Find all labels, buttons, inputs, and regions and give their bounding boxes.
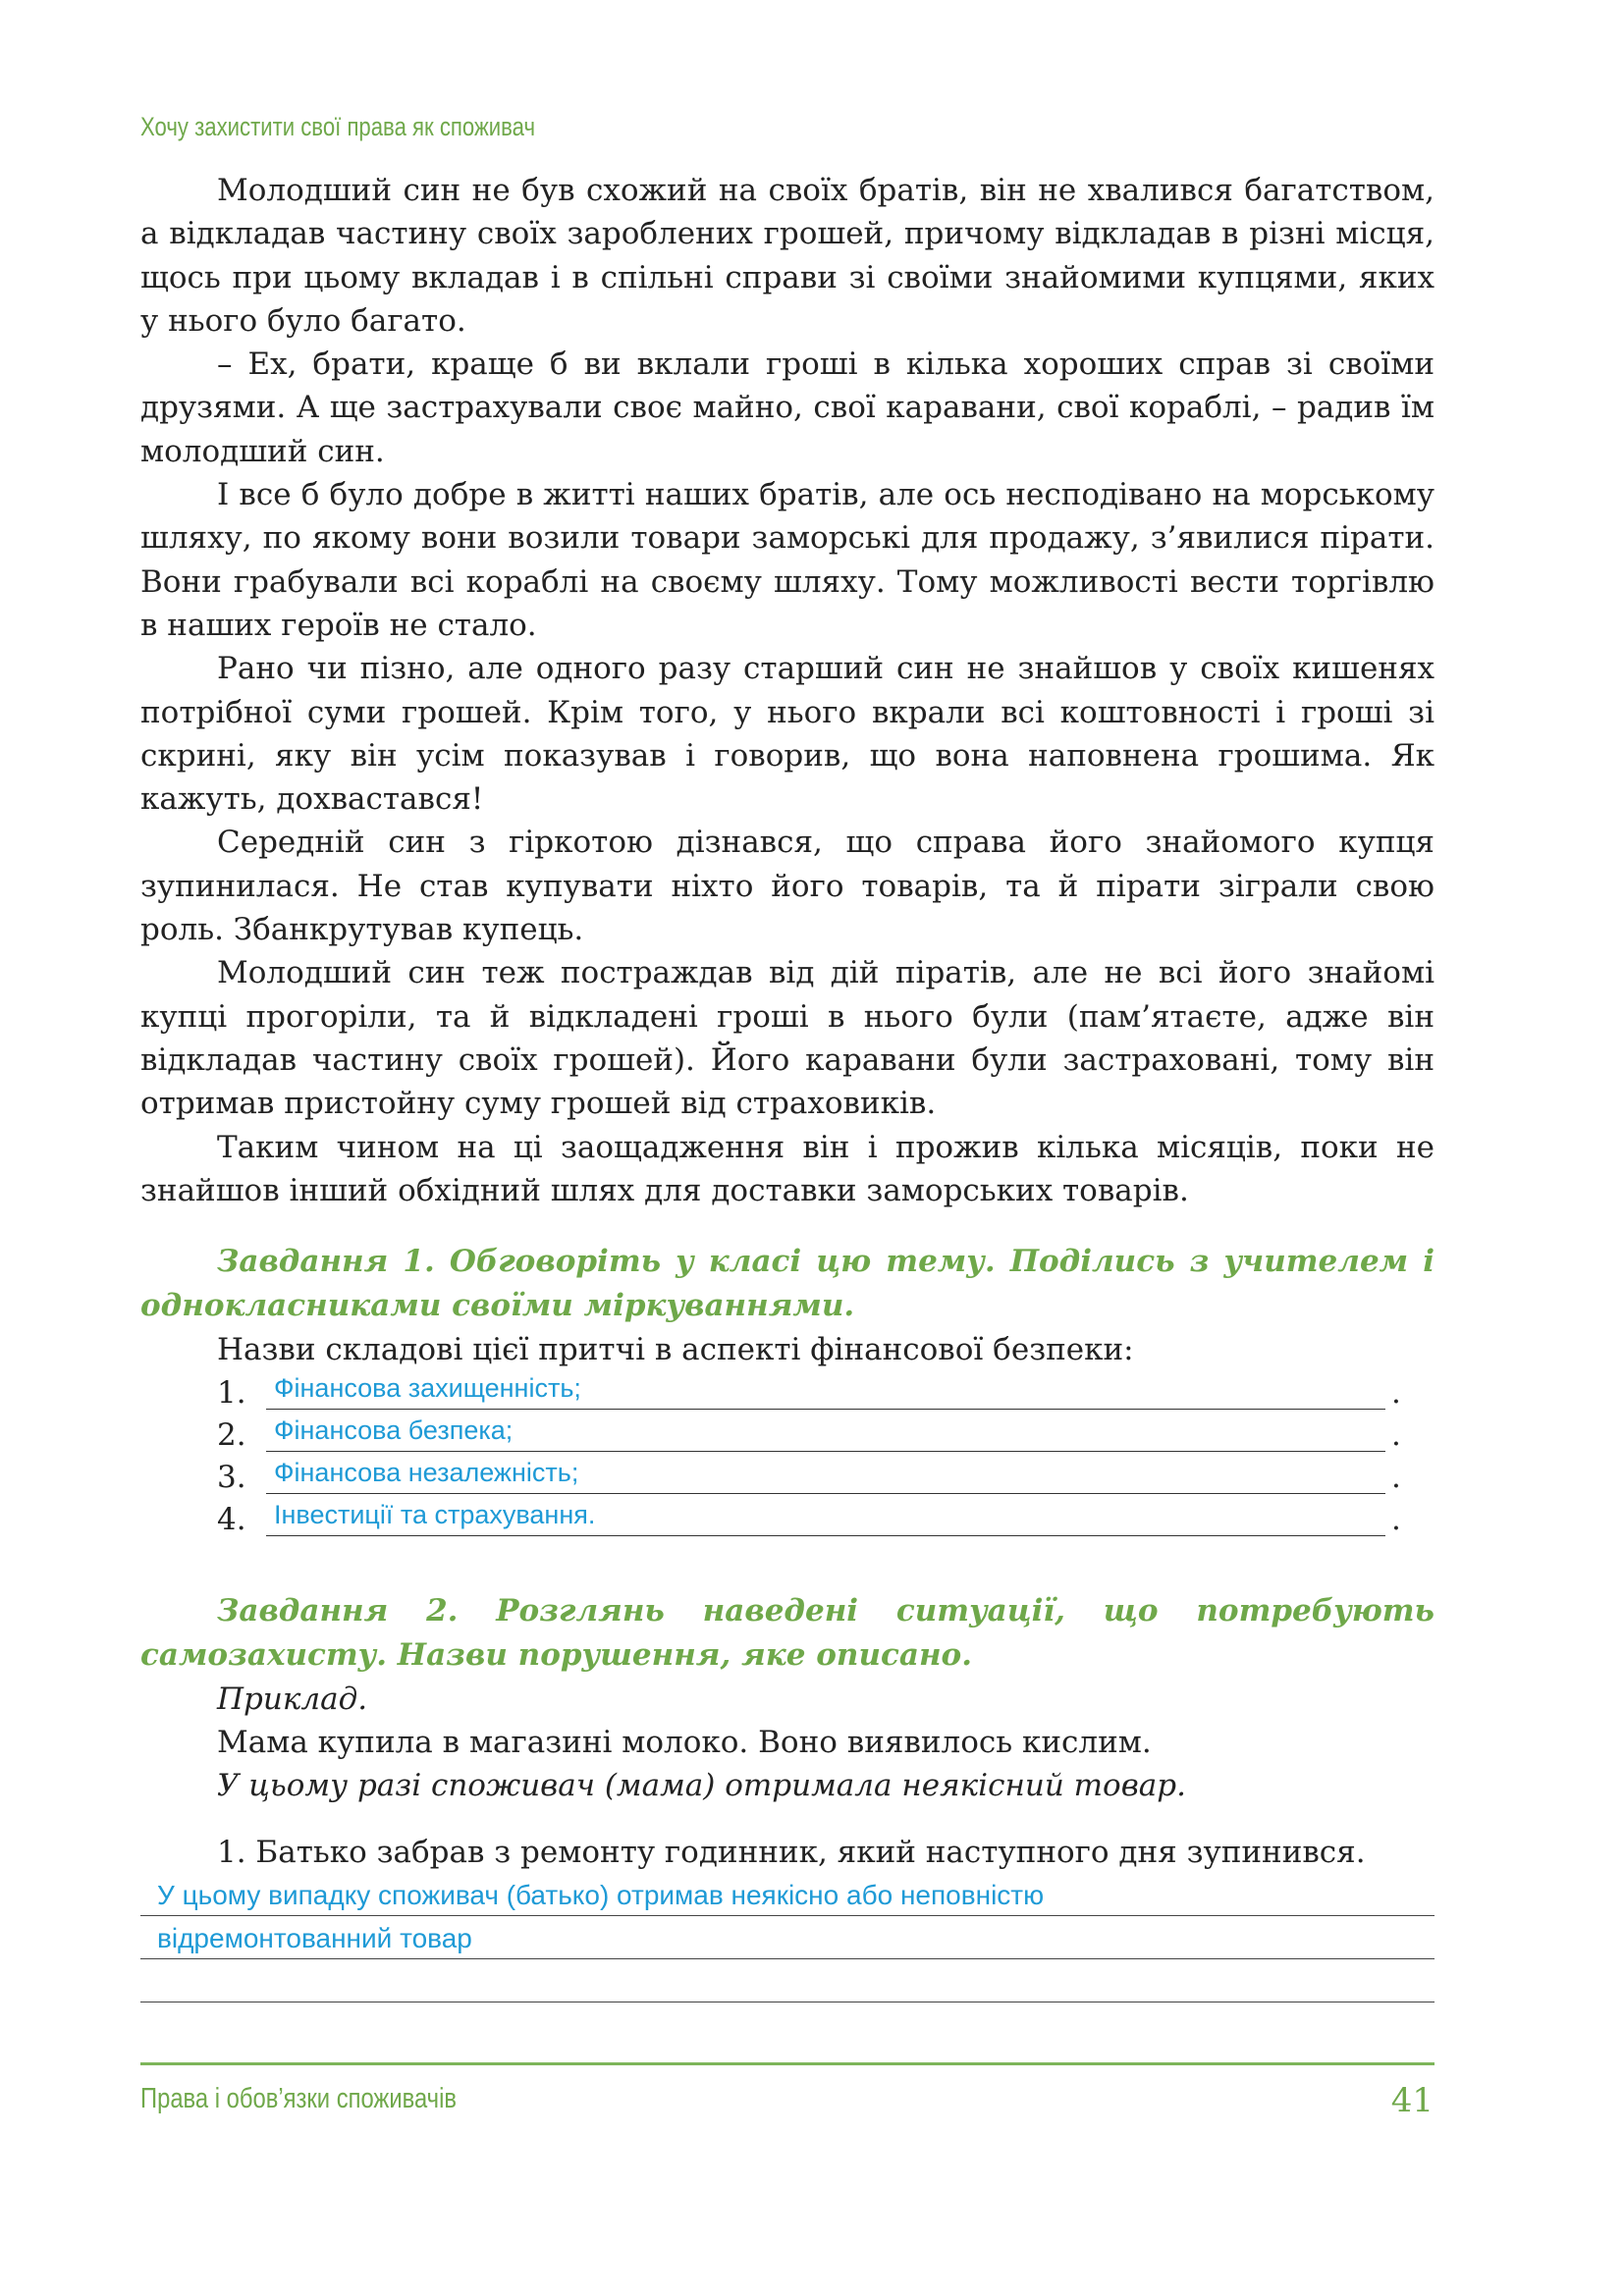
item-number: 1. [217, 1375, 246, 1412]
story-paragraph: – Ех, брати, краще б ви вклали гроші в кілька хороших справ зі своїми друзями. А ще застрахували своє майно, свої каравани, свої кораблі, – радив їм молодший син. [140, 347, 1435, 469]
answer-underline [140, 1915, 1435, 1916]
item-number: 3. [217, 1460, 246, 1496]
question-1: 1. Батько забрав з ремонту годинник, який наступного дня зупинився. [217, 1835, 1366, 1871]
line-end-period: . [1391, 1502, 1401, 1538]
story-paragraph: Молодший син теж постраждав від дій піратів, але не всі його знайомі купці прогоріли, та й відкладені гроші в нього були (пам’ятаєте, адже він відкладав частину своїх грошей). Його каравани були застраховані, тому він отримав пристойну суму грошей від страховиків. [140, 955, 1435, 1122]
task-2-heading: Завдання 2. Розглянь наведені ситуації, що потребують самозахисту. Назви порушення, яке описано. [140, 1593, 1435, 1674]
answer-underline [266, 1451, 1385, 1452]
answer-list [140, 1371, 1435, 1540]
task-1-prompt: Назви складові цієї притчі в аспекті фінансової безпеки: [217, 1332, 1134, 1368]
answer-list-item[interactable] [217, 1371, 1435, 1414]
task-1-heading: Завдання 1. Обговоріть у класі цю тему. Поділись з учителем і однокласниками своїми міркуваннями. [140, 1244, 1435, 1324]
page-body [140, 169, 1435, 2007]
story-paragraph: Таким чином на ці заощадження він і прожив кілька місяців, поки не знайшов інший обхідний шлях для доставки заморських товарів. [140, 1129, 1435, 1208]
answer-area[interactable] [140, 1878, 1435, 2007]
running-header: Хочу захистити свої права як споживач [140, 112, 536, 141]
line-end-period: . [1391, 1417, 1401, 1454]
story-paragraph: І все б було добре в житті наших братів, але ось несподівано на морському шляху, по якому вони возили товари заморські для продажу, з’явилися пірати. Вони грабували всі кораблі на своєму шляху. Тому можливості вести торгівлю в наших героїв не стало. [140, 477, 1435, 643]
example-text: Мама купила в магазині молоко. Воно виявилось кислим. [217, 1725, 1152, 1761]
answer-underline [266, 1535, 1385, 1536]
line-end-period: . [1391, 1375, 1401, 1412]
handwritten-answer[interactable]: Інвестиції та страхування. [274, 1500, 596, 1530]
handwritten-answer[interactable]: Фінансова незалежність; [274, 1458, 579, 1488]
handwritten-answer[interactable]: Фінансова безпека; [274, 1415, 514, 1446]
line-end-period: . [1391, 1460, 1401, 1496]
answer-underline [266, 1409, 1385, 1410]
answer-list-item[interactable] [217, 1414, 1435, 1456]
answer-underline [266, 1493, 1385, 1494]
handwritten-answer-line-1[interactable]: У цьому випадку споживач (батько) отримав неякісно або неповністю [157, 1880, 1045, 1911]
example-label: Приклад. [217, 1682, 368, 1718]
answer-list-item[interactable] [217, 1456, 1435, 1498]
item-number: 4. [217, 1502, 246, 1538]
handwritten-answer-line-2[interactable]: відремонтованний товар [157, 1923, 472, 1954]
story-paragraph: Рано чи пізно, але одного разу старший син не знайшов у своїх кишенях потрібної суми грошей. Крім того, у нього вкрали всі коштовності і гроші зі скрині, яку він усім показував і говорив, що вона наповнена грошима. Як кажуть, дохвастався! [140, 651, 1435, 818]
story-paragraph: Середній син з гіркотою дізнався, що справа його знайомого купця зупинилася. Не став купувати ніхто його товарів, та й пірати зіграли свою роль. Збанкрутував купець. [140, 825, 1435, 948]
answer-underline [140, 1958, 1435, 1959]
answer-list-item[interactable] [217, 1498, 1435, 1540]
handwritten-answer[interactable]: Фінансова захищенність; [274, 1373, 581, 1404]
footer-section-title: Права і обов’язки споживачів [140, 2083, 457, 2114]
example-conclusion: У цьому разі споживач (мама) отримала неякісний товар. [217, 1768, 1186, 1804]
story-paragraph: Молодший син не був схожий на своїх братів, він не хвалився багатством, а відкладав частину своїх зароблених грошей, причому відкладав в різні місця, щось при цьому вкладав і в спільні справи зі своїми знайомими купцями, яких у нього було багато. [140, 173, 1435, 339]
page-number: 41 [1390, 2081, 1434, 2120]
footer-divider [140, 2062, 1435, 2065]
item-number: 2. [217, 1417, 246, 1454]
